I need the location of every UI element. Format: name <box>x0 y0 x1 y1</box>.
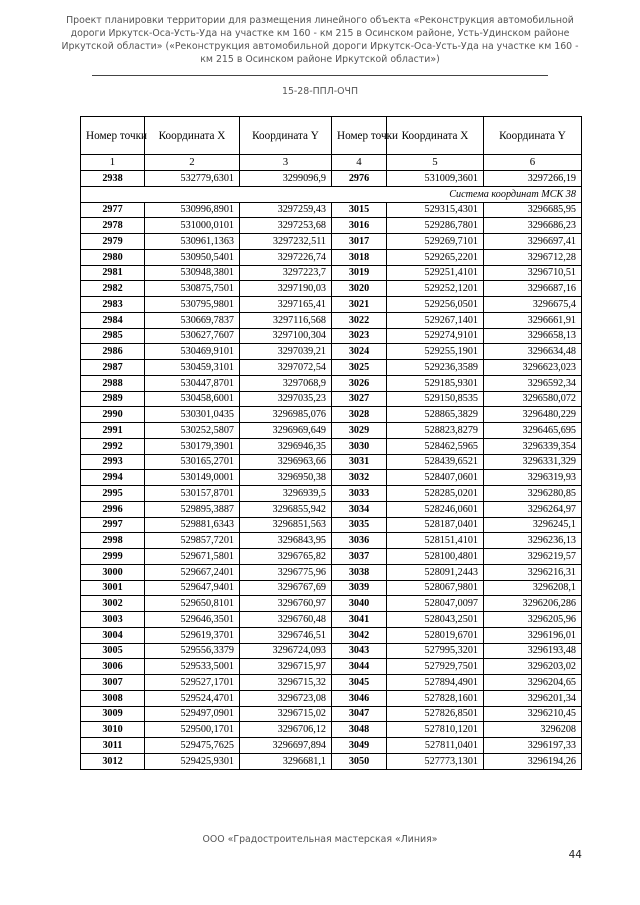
coord-y: 3296331,329 <box>484 454 582 470</box>
point-number: 3024 <box>332 344 387 360</box>
coord-y: 3296724,093 <box>240 643 332 659</box>
table-row <box>81 627 582 643</box>
table-row <box>81 438 582 454</box>
point-number: 2995 <box>81 486 145 502</box>
coord-x: 532779,6301 <box>145 171 240 187</box>
coord-y: 3296245,1 <box>484 517 582 533</box>
point-number: 2999 <box>81 549 145 565</box>
coord-y: 3296760,48 <box>240 612 332 628</box>
coord-x: 528091,2443 <box>387 564 484 580</box>
coord-y: 3296775,96 <box>240 564 332 580</box>
coord-y: 3296203,02 <box>484 659 582 675</box>
coord-x: 529646,3501 <box>145 612 240 628</box>
coord-x: 528187,0401 <box>387 517 484 533</box>
coord-y: 3296196,01 <box>484 627 582 643</box>
coord-x: 529619,3701 <box>145 627 240 643</box>
coord-y: 3296715,32 <box>240 675 332 691</box>
point-number: 2981 <box>81 265 145 281</box>
point-number: 3029 <box>332 423 387 439</box>
table-row <box>81 675 582 691</box>
table-row <box>81 202 582 218</box>
table-row <box>81 706 582 722</box>
coord-x: 529425,9301 <box>145 753 240 769</box>
coord-y: 3296339,354 <box>484 438 582 454</box>
coord-x: 529671,5801 <box>145 549 240 565</box>
coord-x: 529315,4301 <box>387 202 484 218</box>
coord-y: 3296706,12 <box>240 722 332 738</box>
coord-y: 3296236,13 <box>484 533 582 549</box>
table-row <box>81 218 582 234</box>
coord-x: 527810,1201 <box>387 722 484 738</box>
point-number: 2978 <box>81 218 145 234</box>
coord-x: 529236,3589 <box>387 360 484 376</box>
coord-x: 530157,8701 <box>145 486 240 502</box>
point-number: 3047 <box>332 706 387 722</box>
table-row <box>81 454 582 470</box>
coord-x: 530301,0435 <box>145 407 240 423</box>
column-number: 5 <box>387 155 484 171</box>
coord-y: 3296465,695 <box>484 423 582 439</box>
table-row <box>81 486 582 502</box>
coord-y: 3296950,38 <box>240 470 332 486</box>
coordinates-table <box>80 116 582 770</box>
point-number: 2988 <box>81 375 145 391</box>
coord-y: 3296723,08 <box>240 690 332 706</box>
point-number: 3033 <box>332 486 387 502</box>
table-row <box>81 738 582 754</box>
point-number: 3030 <box>332 438 387 454</box>
point-number: 2976 <box>332 171 387 187</box>
coord-y: 3296843,95 <box>240 533 332 549</box>
coord-x: 530627,7607 <box>145 328 240 344</box>
coord-y: 3296963,66 <box>240 454 332 470</box>
coord-y: 3297116,568 <box>240 312 332 328</box>
coord-y: 3296634,48 <box>484 344 582 360</box>
coord-x: 529286,7801 <box>387 218 484 234</box>
point-number: 3031 <box>332 454 387 470</box>
coord-x: 528100,4801 <box>387 549 484 565</box>
point-number: 3025 <box>332 360 387 376</box>
coord-x: 529881,6343 <box>145 517 240 533</box>
coord-x: 527826,8501 <box>387 706 484 722</box>
coord-y: 3296675,4 <box>484 297 582 313</box>
coord-x: 530961,1363 <box>145 234 240 250</box>
coord-x: 528047,0097 <box>387 596 484 612</box>
table-row <box>81 391 582 407</box>
coord-y: 3299096,9 <box>240 171 332 187</box>
point-number: 2987 <box>81 360 145 376</box>
header-coord-y-right: Координата Y <box>484 117 582 155</box>
coord-x: 529647,9401 <box>145 580 240 596</box>
coord-y: 3296623,023 <box>484 360 582 376</box>
point-number: 3042 <box>332 627 387 643</box>
coord-y: 3296216,31 <box>484 564 582 580</box>
coord-x: 529274,9101 <box>387 328 484 344</box>
table-row <box>81 643 582 659</box>
point-number: 3008 <box>81 690 145 706</box>
point-number: 3041 <box>332 612 387 628</box>
point-number: 3017 <box>332 234 387 250</box>
column-number: 6 <box>484 155 582 171</box>
point-number: 3028 <box>332 407 387 423</box>
coord-x: 529650,8101 <box>145 596 240 612</box>
coord-y: 3296592,34 <box>484 375 582 391</box>
table-row <box>81 501 582 517</box>
coord-x: 529527,1701 <box>145 675 240 691</box>
coord-x: 527828,1601 <box>387 690 484 706</box>
coord-x: 529556,3379 <box>145 643 240 659</box>
table-row <box>81 612 582 628</box>
point-number: 3010 <box>81 722 145 738</box>
coord-y: 3297223,7 <box>240 265 332 281</box>
point-number: 2998 <box>81 533 145 549</box>
coordinate-system-label: Система координат МСК 38 <box>81 186 582 202</box>
coord-y: 3297190,03 <box>240 281 332 297</box>
point-number: 3026 <box>332 375 387 391</box>
coord-x: 529255,1901 <box>387 344 484 360</box>
header-coord-x-right: Координата X <box>387 117 484 155</box>
coord-y: 3296686,23 <box>484 218 582 234</box>
point-number: 3009 <box>81 706 145 722</box>
coord-y: 3296658,13 <box>484 328 582 344</box>
coord-y: 3296208 <box>484 722 582 738</box>
company-footer: ООО «Градостроительная мастерская «Линия» <box>202 834 438 845</box>
coord-x: 529497,0901 <box>145 706 240 722</box>
column-number: 1 <box>81 155 145 171</box>
header-line-2: дороги Иркутск-Оса-Усть-Уда на участке км 160 - км 215 в Осинском районе, Усть-Удинском районе <box>70 28 570 39</box>
point-number: 2996 <box>81 501 145 517</box>
coord-x: 530447,8701 <box>145 375 240 391</box>
table-row <box>81 360 582 376</box>
coord-y: 3296855,942 <box>240 501 332 517</box>
coord-x: 529251,4101 <box>387 265 484 281</box>
point-number: 3049 <box>332 738 387 754</box>
coord-x: 528462,5965 <box>387 438 484 454</box>
point-number: 2982 <box>81 281 145 297</box>
table-row <box>81 297 582 313</box>
point-number: 2985 <box>81 328 145 344</box>
coord-x: 529265,2201 <box>387 249 484 265</box>
table-row <box>81 234 582 250</box>
coord-x: 529895,3887 <box>145 501 240 517</box>
coord-x: 529150,8535 <box>387 391 484 407</box>
point-number: 2989 <box>81 391 145 407</box>
coord-y: 3296210,45 <box>484 706 582 722</box>
coord-x: 529475,7625 <box>145 738 240 754</box>
coord-y: 3296767,69 <box>240 580 332 596</box>
coord-x: 528019,6701 <box>387 627 484 643</box>
coord-x: 530179,3901 <box>145 438 240 454</box>
coord-x: 530996,8901 <box>145 202 240 218</box>
coord-x: 530950,5401 <box>145 249 240 265</box>
header-coord-y-left: Координата Y <box>240 117 332 155</box>
table-row <box>81 753 582 769</box>
coord-x: 530795,9801 <box>145 297 240 313</box>
point-number: 3020 <box>332 281 387 297</box>
coord-x: 530458,6001 <box>145 391 240 407</box>
coord-x: 529857,7201 <box>145 533 240 549</box>
point-number: 3027 <box>332 391 387 407</box>
point-number: 3016 <box>332 218 387 234</box>
coord-y: 3296193,48 <box>484 643 582 659</box>
coord-x: 528285,0201 <box>387 486 484 502</box>
point-number: 3001 <box>81 580 145 596</box>
point-number: 2990 <box>81 407 145 423</box>
point-number: 3045 <box>332 675 387 691</box>
page-number: 44 <box>568 849 582 861</box>
table-row <box>81 423 582 439</box>
point-number: 2977 <box>81 202 145 218</box>
table-header-row <box>81 117 582 155</box>
coord-y: 3296681,1 <box>240 753 332 769</box>
point-number: 3004 <box>81 627 145 643</box>
coord-y: 3296697,41 <box>484 234 582 250</box>
point-number: 3006 <box>81 659 145 675</box>
point-number: 2983 <box>81 297 145 313</box>
coord-x: 529533,5001 <box>145 659 240 675</box>
coord-y: 3297165,41 <box>240 297 332 313</box>
header-line-3: Иркутской области» («Реконструкция автомобильной дороги Иркутск-Оса-Усть-Уда на участке км 160 - <box>61 41 579 52</box>
coord-x: 529267,1401 <box>387 312 484 328</box>
coord-y: 3296204,65 <box>484 675 582 691</box>
table-row <box>81 281 582 297</box>
coord-x: 529269,7101 <box>387 234 484 250</box>
coord-y: 3296946,35 <box>240 438 332 454</box>
document-header <box>60 14 580 66</box>
table-row <box>81 517 582 533</box>
point-number: 2938 <box>81 171 145 187</box>
coord-x: 529667,2401 <box>145 564 240 580</box>
point-number: 3011 <box>81 738 145 754</box>
coord-x: 528407,0601 <box>387 470 484 486</box>
point-number: 3021 <box>332 297 387 313</box>
coordinate-system-row <box>81 186 582 202</box>
coord-x: 530149,0001 <box>145 470 240 486</box>
coord-x: 528151,4101 <box>387 533 484 549</box>
coord-y: 3296687,16 <box>484 281 582 297</box>
point-number: 2997 <box>81 517 145 533</box>
coord-y: 3297100,304 <box>240 328 332 344</box>
coord-y: 3296851,563 <box>240 517 332 533</box>
coord-y: 3296969,649 <box>240 423 332 439</box>
coord-x: 529500,1701 <box>145 722 240 738</box>
table-row <box>81 171 582 187</box>
table-row <box>81 375 582 391</box>
point-number: 2994 <box>81 470 145 486</box>
coord-x: 527811,0401 <box>387 738 484 754</box>
coord-y: 3296939,5 <box>240 486 332 502</box>
point-number: 3048 <box>332 722 387 738</box>
coord-x: 528067,9801 <box>387 580 484 596</box>
coord-y: 3296710,51 <box>484 265 582 281</box>
table-row <box>81 722 582 738</box>
coord-y: 3296319,93 <box>484 470 582 486</box>
coord-y: 3296208,1 <box>484 580 582 596</box>
point-number: 3012 <box>81 753 145 769</box>
table-row <box>81 407 582 423</box>
table-row <box>81 470 582 486</box>
coord-x: 530948,3801 <box>145 265 240 281</box>
coord-x: 530469,9101 <box>145 344 240 360</box>
document-code: 15-28-ППЛ-ОЧП <box>281 86 358 97</box>
point-number: 2992 <box>81 438 145 454</box>
column-number: 3 <box>240 155 332 171</box>
point-number: 3037 <box>332 549 387 565</box>
point-number: 2991 <box>81 423 145 439</box>
column-number: 4 <box>332 155 387 171</box>
coord-x: 527995,3201 <box>387 643 484 659</box>
table-row <box>81 312 582 328</box>
coord-y: 3297266,19 <box>484 171 582 187</box>
header-coord-x-left: Координата X <box>145 117 240 155</box>
point-number: 3022 <box>332 312 387 328</box>
coord-x: 527929,7501 <box>387 659 484 675</box>
coord-y: 3297253,68 <box>240 218 332 234</box>
coord-x: 530252,5807 <box>145 423 240 439</box>
coord-y: 3297035,23 <box>240 391 332 407</box>
coord-x: 527773,1301 <box>387 753 484 769</box>
header-line-1: Проект планировки территории для размещения линейного объекта «Реконструкция автомобильной <box>66 15 574 26</box>
header-point-number-right: Номер точки <box>332 117 387 155</box>
point-number: 2980 <box>81 249 145 265</box>
point-number: 3040 <box>332 596 387 612</box>
coord-y: 3296580,072 <box>484 391 582 407</box>
table-row <box>81 690 582 706</box>
table-row <box>81 596 582 612</box>
coord-x: 527894,4901 <box>387 675 484 691</box>
coord-x: 529185,9301 <box>387 375 484 391</box>
coord-y: 3296661,91 <box>484 312 582 328</box>
coord-y: 3296264,97 <box>484 501 582 517</box>
coord-y: 3296205,96 <box>484 612 582 628</box>
header-point-number-left: Номер точки <box>81 117 145 155</box>
table-row <box>81 564 582 580</box>
coord-y: 3296712,28 <box>484 249 582 265</box>
point-number: 3032 <box>332 470 387 486</box>
column-number-row <box>81 155 582 171</box>
table-row <box>81 328 582 344</box>
point-number: 3005 <box>81 643 145 659</box>
coord-y: 3296765,82 <box>240 549 332 565</box>
coord-x: 531009,3601 <box>387 171 484 187</box>
coord-x: 529256,0501 <box>387 297 484 313</box>
coord-y: 3297226,74 <box>240 249 332 265</box>
column-number: 2 <box>145 155 240 171</box>
coord-y: 3296715,02 <box>240 706 332 722</box>
table-row <box>81 249 582 265</box>
coord-y: 3296697,894 <box>240 738 332 754</box>
point-number: 2986 <box>81 344 145 360</box>
coord-x: 528865,3829 <box>387 407 484 423</box>
coord-y: 3296201,34 <box>484 690 582 706</box>
coord-y: 3296194,26 <box>484 753 582 769</box>
point-number: 3007 <box>81 675 145 691</box>
point-number: 3015 <box>332 202 387 218</box>
coord-y: 3296480,229 <box>484 407 582 423</box>
coord-y: 3296985,076 <box>240 407 332 423</box>
point-number: 3000 <box>81 564 145 580</box>
coord-y: 3296206,286 <box>484 596 582 612</box>
coord-y: 3296197,33 <box>484 738 582 754</box>
point-number: 3003 <box>81 612 145 628</box>
point-number: 3038 <box>332 564 387 580</box>
table-row <box>81 549 582 565</box>
table-row <box>81 659 582 675</box>
coord-y: 3296715,97 <box>240 659 332 675</box>
point-number: 3036 <box>332 533 387 549</box>
coord-y: 3296685,95 <box>484 202 582 218</box>
coord-y: 3297259,43 <box>240 202 332 218</box>
point-number: 3019 <box>332 265 387 281</box>
point-number: 3044 <box>332 659 387 675</box>
table-body <box>81 155 582 770</box>
coord-x: 529524,4701 <box>145 690 240 706</box>
coord-x: 530875,7501 <box>145 281 240 297</box>
point-number: 3043 <box>332 643 387 659</box>
point-number: 2979 <box>81 234 145 250</box>
table-row <box>81 265 582 281</box>
point-number: 3035 <box>332 517 387 533</box>
table-row <box>81 533 582 549</box>
point-number: 3046 <box>332 690 387 706</box>
coord-x: 530669,7837 <box>145 312 240 328</box>
point-number: 3034 <box>332 501 387 517</box>
coord-x: 530459,3101 <box>145 360 240 376</box>
point-number: 2993 <box>81 454 145 470</box>
coord-y: 3297072,54 <box>240 360 332 376</box>
coord-x: 528246,0601 <box>387 501 484 517</box>
coord-y: 3296746,51 <box>240 627 332 643</box>
coord-x: 531000,0101 <box>145 218 240 234</box>
coord-x: 528043,2501 <box>387 612 484 628</box>
coord-x: 530165,2701 <box>145 454 240 470</box>
coord-y: 3297232,511 <box>240 234 332 250</box>
point-number: 3050 <box>332 753 387 769</box>
point-number: 3039 <box>332 580 387 596</box>
point-number: 2984 <box>81 312 145 328</box>
table-row <box>81 344 582 360</box>
coord-y: 3296219,57 <box>484 549 582 565</box>
point-number: 3018 <box>332 249 387 265</box>
coord-y: 3296760,97 <box>240 596 332 612</box>
coord-y: 3297068,9 <box>240 375 332 391</box>
point-number: 3023 <box>332 328 387 344</box>
header-line-4: км 215 в Осинском районе Иркутской области») <box>200 54 440 65</box>
header-divider <box>92 75 548 76</box>
point-number: 3002 <box>81 596 145 612</box>
coord-x: 528439,6521 <box>387 454 484 470</box>
coord-y: 3296280,85 <box>484 486 582 502</box>
table-row <box>81 580 582 596</box>
coord-x: 528823,8279 <box>387 423 484 439</box>
coord-x: 529252,1201 <box>387 281 484 297</box>
coord-y: 3297039,21 <box>240 344 332 360</box>
